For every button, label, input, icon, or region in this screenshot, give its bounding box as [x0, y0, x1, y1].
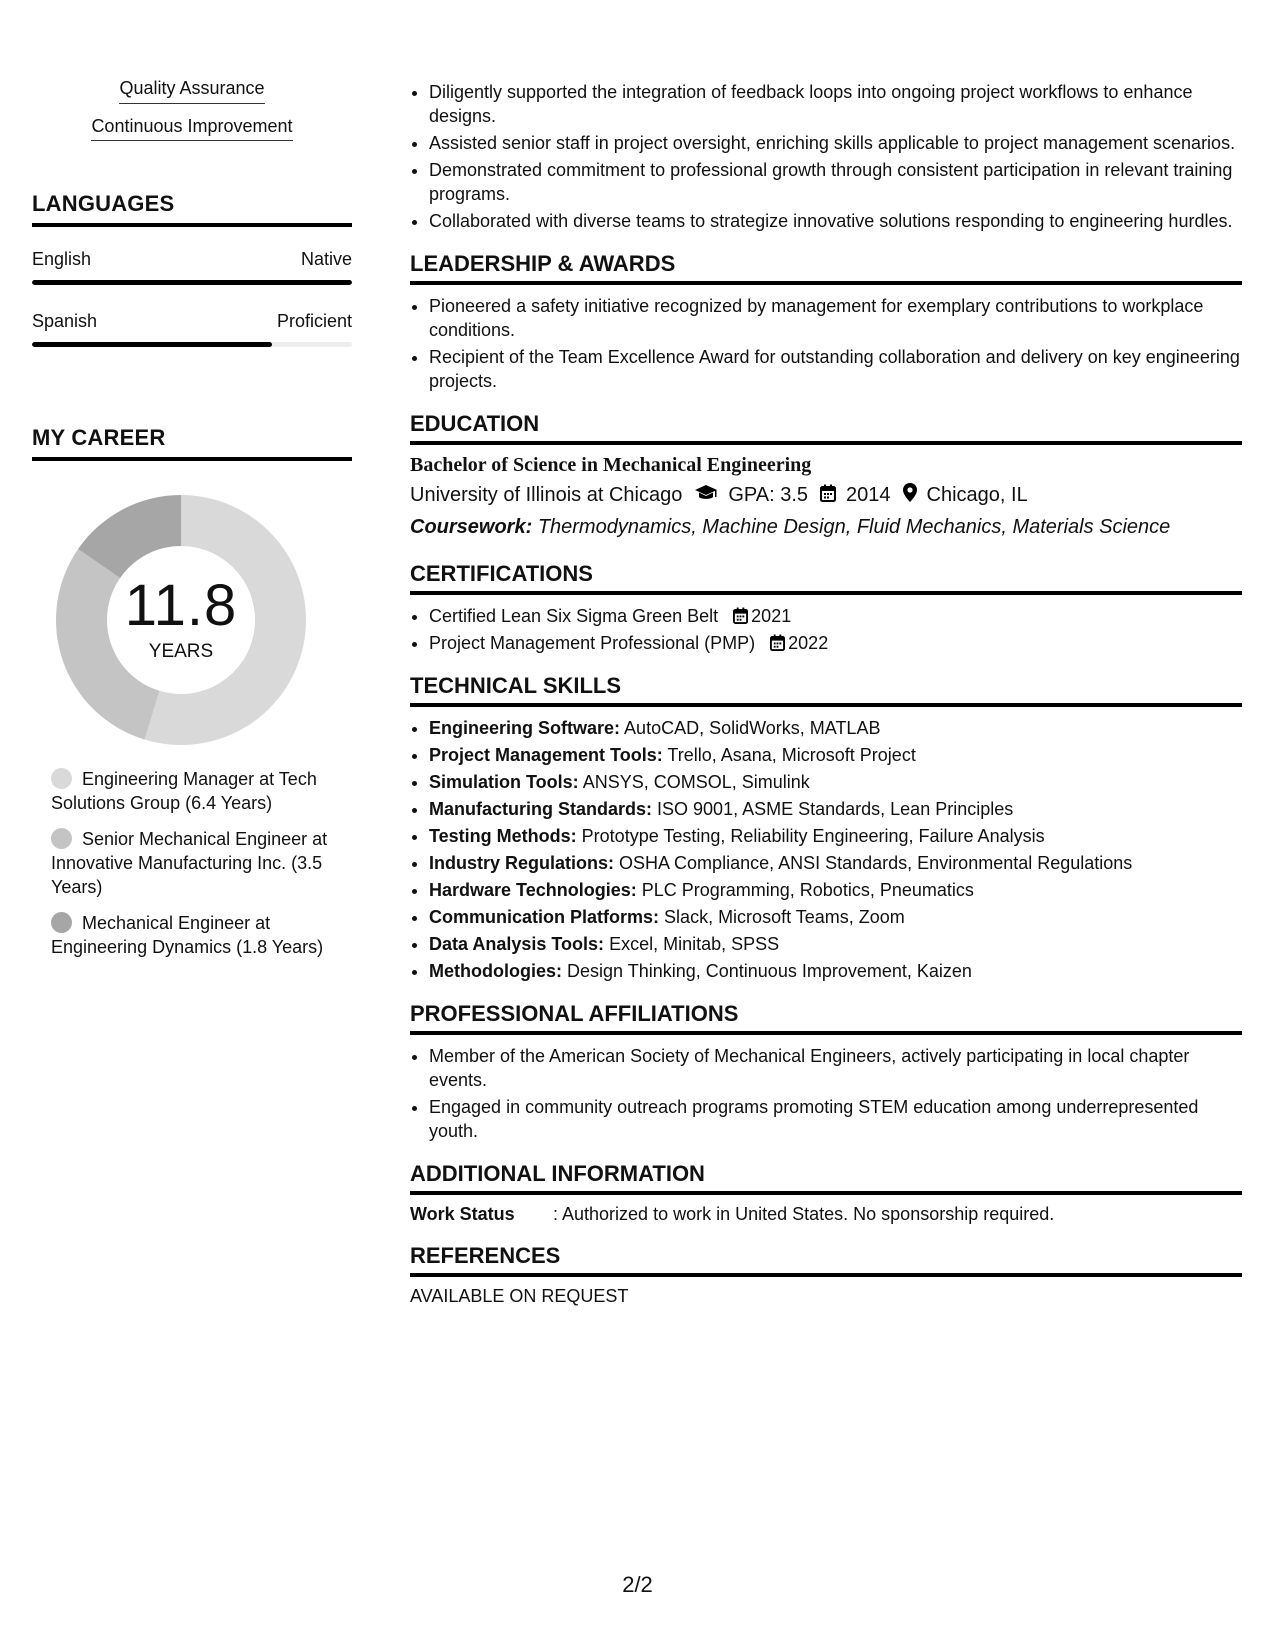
skill-label: Manufacturing Standards: [429, 799, 653, 819]
skill-value: Prototype Testing, Reliability Engineering, Failure Analysis [581, 826, 1045, 846]
cert-year: 2022 [788, 633, 829, 653]
list-item [429, 716, 1242, 740]
list-item [429, 959, 1242, 983]
section-title: MY CAREER [32, 425, 352, 461]
list-item [429, 743, 1242, 767]
language-bar [32, 342, 352, 347]
list-item: • Member of the American Society of Mechanical Engineers, actively participating in local chapter events. [429, 1044, 1242, 1092]
calendar-icon [770, 633, 788, 653]
list-item: • Demonstrated commitment to professional growth through consistent participation in relevant training programs. [429, 158, 1242, 206]
calendar-icon [820, 484, 836, 508]
section-title: ADDITIONAL INFORMATION [410, 1161, 1242, 1195]
skill-label: Engineering Software: [429, 718, 621, 738]
gpa: GPA: 3.5 [728, 484, 809, 506]
list-item: • Recipient of the Team Excellence Award for outstanding collaboration and delivery on key engineering projects. [429, 345, 1242, 393]
legend-item [51, 827, 331, 899]
skill-label: Data Analysis Tools: [429, 934, 605, 954]
list-item [429, 878, 1242, 902]
skill-label: Project Management Tools: [429, 745, 663, 765]
list-item [429, 604, 1242, 628]
cert-name: Certified Lean Six Sigma Green Belt [429, 606, 719, 626]
legend-label: Senior Mechanical Engineer at Innovative Manufacturing Inc. (3.5 Years) [51, 829, 328, 898]
language-name: Spanish [32, 311, 98, 332]
languages-section [32, 191, 352, 347]
work-status-label: Work Status [410, 1204, 515, 1224]
certifications-section [410, 561, 1242, 655]
skill-value: OSHA Compliance, ANSI Standards, Environmental Regulations [619, 853, 1133, 873]
skill-value: Slack, Microsoft Teams, Zoom [664, 907, 905, 927]
skill-value: Trello, Asana, Microsoft Project [667, 745, 916, 765]
list-item [429, 797, 1242, 821]
language-bar-fill [32, 280, 352, 285]
coursework-list: Thermodynamics, Machine Design, Fluid Mechanics, Materials Science [537, 516, 1171, 538]
list-item [429, 770, 1242, 794]
skill-label: Testing Methods: [429, 826, 577, 846]
right-column [410, 80, 1242, 1307]
legend-label: Engineering Manager at Tech Solutions Group (6.4 Years) [51, 769, 317, 814]
career-legend [51, 767, 331, 959]
legend-item [51, 767, 331, 815]
list-item: • Assisted senior staff in project oversight, enriching skills applicable to project management scenarios. [429, 131, 1242, 155]
list-item: • Collaborated with diverse teams to strategize innovative solutions responding to engineering hurdles. [429, 209, 1242, 233]
career-donut-chart [56, 495, 306, 745]
map-pin-icon [903, 483, 917, 508]
section-title: PROFESSIONAL AFFILIATIONS [410, 1001, 1242, 1035]
list-item [429, 851, 1242, 875]
references-section [410, 1243, 1242, 1307]
skill-label: Simulation Tools: [429, 772, 579, 792]
language-bar-fill [32, 342, 272, 347]
list-item [429, 905, 1242, 929]
cert-name: Project Management Professional (PMP) [429, 633, 756, 653]
affiliations-section [410, 1001, 1242, 1143]
skill-label: Methodologies: [429, 961, 562, 981]
skill-value: Excel, Minitab, SPSS [609, 934, 780, 954]
language-bar [32, 280, 352, 285]
experience-bullets [410, 80, 1242, 233]
list-item: • Pioneered a safety initiative recognized by management for exemplary contributions to workplace conditions. [429, 294, 1242, 342]
section-title: LANGUAGES [32, 191, 352, 227]
career-unit: YEARS [148, 641, 214, 663]
cert-year: 2021 [751, 606, 792, 626]
list-item [429, 631, 1242, 655]
career-total-years: 11.8 [124, 573, 238, 639]
list-item: • Diligently supported the integration of feedback loops into ongoing project workflows to enhance designs. [429, 80, 1242, 128]
work-status-value: : Authorized to work in United States. No sponsorship required. [553, 1204, 1055, 1224]
graduation-cap-icon [694, 484, 718, 508]
skill-label: Industry Regulations: [429, 853, 615, 873]
section-title: REFERENCES [410, 1243, 1242, 1277]
skill-value: ANSYS, COMSOL, Simulink [582, 772, 810, 792]
legend-item [51, 911, 331, 959]
language-item [32, 311, 352, 347]
school-name: University of Illinois at Chicago [410, 484, 683, 506]
section-title: LEADERSHIP & AWARDS [410, 251, 1242, 285]
additional-info-section [410, 1161, 1242, 1225]
list-item: • Engaged in community outreach programs promoting STEM education among underrepresented youth. [429, 1095, 1242, 1143]
leadership-section [410, 251, 1242, 393]
legend-dot [51, 912, 72, 933]
skill-tag: Continuous Improvement [91, 116, 292, 142]
list-item [429, 932, 1242, 956]
graduation-year: 2014 [846, 484, 891, 506]
section-title: EDUCATION [410, 411, 1242, 445]
calendar-icon [733, 606, 751, 626]
references-text: AVAILABLE ON REQUEST [410, 1286, 629, 1306]
education-section [410, 411, 1242, 539]
left-column [32, 78, 352, 971]
language-item [32, 249, 352, 285]
language-level: Native [300, 249, 352, 270]
skill-tag: Quality Assurance [119, 78, 264, 104]
section-title: TECHNICAL SKILLS [410, 673, 1242, 707]
legend-label: Mechanical Engineer at Engineering Dynamics (1.8 Years) [51, 913, 324, 958]
page-number: 2/2 [622, 1572, 653, 1597]
skill-value: PLC Programming, Robotics, Pneumatics [641, 880, 974, 900]
section-title: CERTIFICATIONS [410, 561, 1242, 595]
legend-dot [51, 828, 72, 849]
school-location: Chicago, IL [926, 484, 1028, 506]
list-item [429, 824, 1242, 848]
coursework [410, 516, 1242, 539]
legend-dot [51, 768, 72, 789]
degree-title: Bachelor of Science in Mechanical Engineering [410, 454, 812, 476]
skill-value: AutoCAD, SolidWorks, MATLAB [624, 718, 881, 738]
skill-value: ISO 9001, ASME Standards, Lean Principles [657, 799, 1014, 819]
skill-label: Hardware Technologies: [429, 880, 637, 900]
technical-skills-section [410, 673, 1242, 983]
coursework-label: Coursework: [410, 516, 533, 538]
language-name: English [32, 249, 92, 270]
skill-tags [32, 78, 352, 141]
language-level: Proficient [276, 311, 352, 332]
skill-value: Design Thinking, Continuous Improvement, Kaizen [567, 961, 972, 981]
career-section [32, 425, 352, 959]
skill-label: Communication Platforms: [429, 907, 660, 927]
